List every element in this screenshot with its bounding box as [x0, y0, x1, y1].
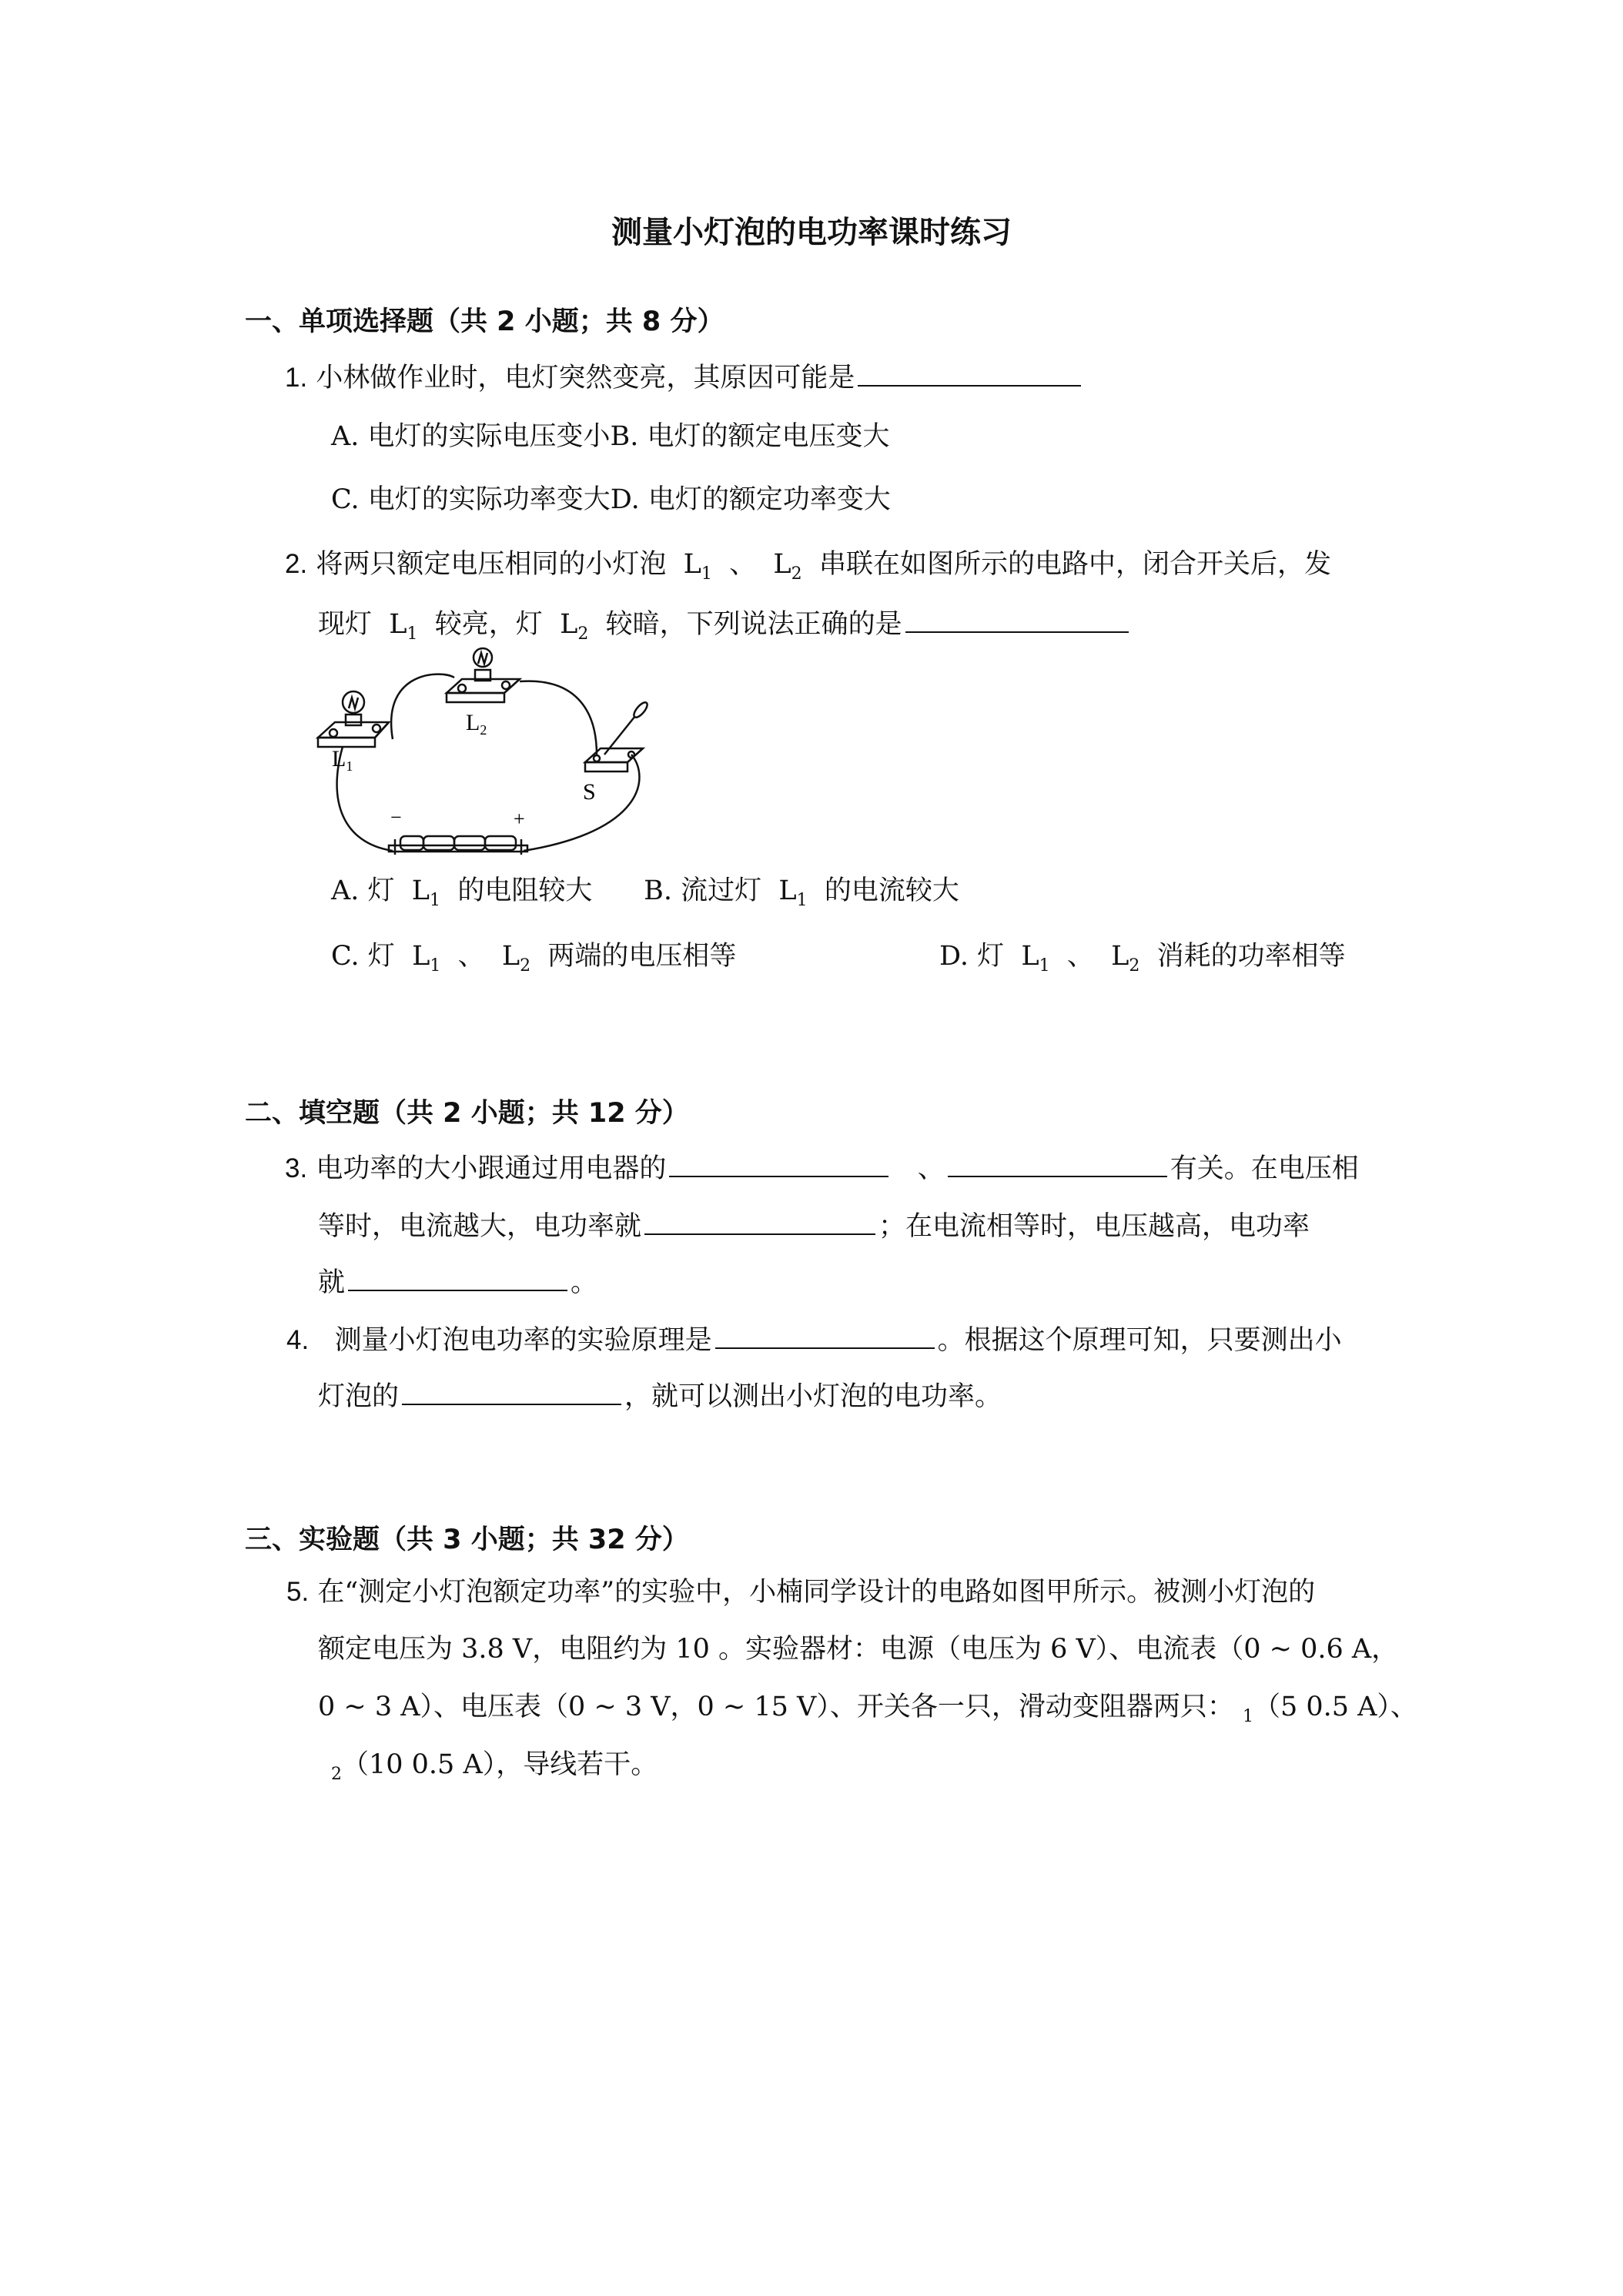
- answer-blank[interactable]: [402, 1381, 621, 1405]
- section-heading-3: 三、实验题（共 3 小题；共 32 分）: [245, 1525, 689, 1555]
- option-b: B. 电灯的额定电压变大: [610, 421, 890, 452]
- question-1-options-cd: [331, 484, 891, 515]
- question-5-line-3: 0 ~ 3 A）、电压表（0 ~ 3 V，0 ~ 15 V）、开关各一只，滑动变阻器两只： $_1$（5 0.5 A）、: [318, 1692, 1417, 1726]
- question-2-line-2: 现灯 $L_1$ 较亮，灯 $L_2$ 较暗，下列说法正确的是: [318, 608, 1132, 643]
- section-heading-1: 一、单项选择题（共 2 小题；共 8 分）: [245, 306, 724, 337]
- wire-l2-switch: [520, 681, 597, 755]
- option-a: A. 电灯的实际电压变小: [331, 421, 611, 452]
- question-3-line-1: 3. 电功率的大小跟通过用电器的 、 有关。在电压相: [285, 1153, 1359, 1184]
- label-l1: $L_1$: [332, 746, 353, 774]
- question-1: 1. 小林做作业时，电灯突然变亮，其原因可能是: [285, 362, 1084, 392]
- question-5-line-2: 额定电压为 3.8 V，电阻约为 10 。实验器材：电源（电压为 6 V）、电流表（0 ~ 0.6 A，: [318, 1634, 1399, 1665]
- option-b: B. 流过灯 $L_1$ 的电流较大: [644, 875, 959, 910]
- answer-blank[interactable]: [948, 1153, 1167, 1177]
- option-c: C. 灯 $L_1$ 、 $L_2$ 两端的电压相等: [331, 941, 737, 976]
- question-2-options-ab: [331, 875, 959, 910]
- answer-blank[interactable]: [669, 1153, 888, 1177]
- page-title: 测量小灯泡的电功率课时练习: [611, 215, 1012, 250]
- answer-blank[interactable]: [644, 1210, 875, 1235]
- answer-blank[interactable]: [858, 362, 1081, 387]
- circuit-diagram: [312, 647, 681, 862]
- question-3-line-2: 等时，电流越大，电功率就 ；在电流相等时，电压越高，电功率: [318, 1211, 1310, 1242]
- question-2-line-1: 2. 将两只额定电压相同的小灯泡 $L_1$ 、 $L_2$ 串联在如图所示的电路中，闭合开关后，发: [285, 549, 1331, 584]
- answer-blank[interactable]: [715, 1324, 935, 1349]
- question-4-line-1: 4. 测量小灯泡电功率的实验原理是 。根据这个原理可知，只要测出小: [286, 1325, 1342, 1356]
- label-minus: −: [390, 806, 402, 828]
- question-5-line-1: 5. 在“测定小灯泡额定功率”的实验中，小楠同学设计的电路如图甲所示。被测小灯泡的: [286, 1577, 1316, 1608]
- wire-switch-battery: [524, 755, 639, 851]
- question-4-line-2: 灯泡的 ，就可以测出小灯泡的电功率。: [318, 1381, 1002, 1412]
- question-5-line-4: $_2$（10 0.5 A），导线若干。: [331, 1749, 658, 1784]
- label-l2: $L_2$: [466, 710, 487, 738]
- question-1-options-ab: [331, 423, 890, 450]
- question-3-line-3: 就 。: [318, 1267, 598, 1298]
- option-d: D. 电灯的额定功率变大: [610, 484, 891, 515]
- answer-blank[interactable]: [905, 608, 1129, 633]
- option-a: A. 灯 $L_1$ 的电阻较大: [331, 875, 593, 910]
- option-d: D. 灯 $L_1$ 、 $L_2$ 消耗的功率相等: [939, 941, 1346, 976]
- label-switch: S: [583, 779, 596, 805]
- wire-l1-l2: [391, 674, 454, 739]
- answer-blank[interactable]: [348, 1267, 567, 1291]
- label-plus: +: [514, 808, 525, 830]
- section-heading-2: 二、填空题（共 2 小题；共 12 分）: [245, 1098, 689, 1129]
- question-1-stem: 小林做作业时，电灯突然变亮，其原因可能是: [316, 363, 855, 393]
- option-c: C. 电灯的实际功率变大: [331, 484, 611, 515]
